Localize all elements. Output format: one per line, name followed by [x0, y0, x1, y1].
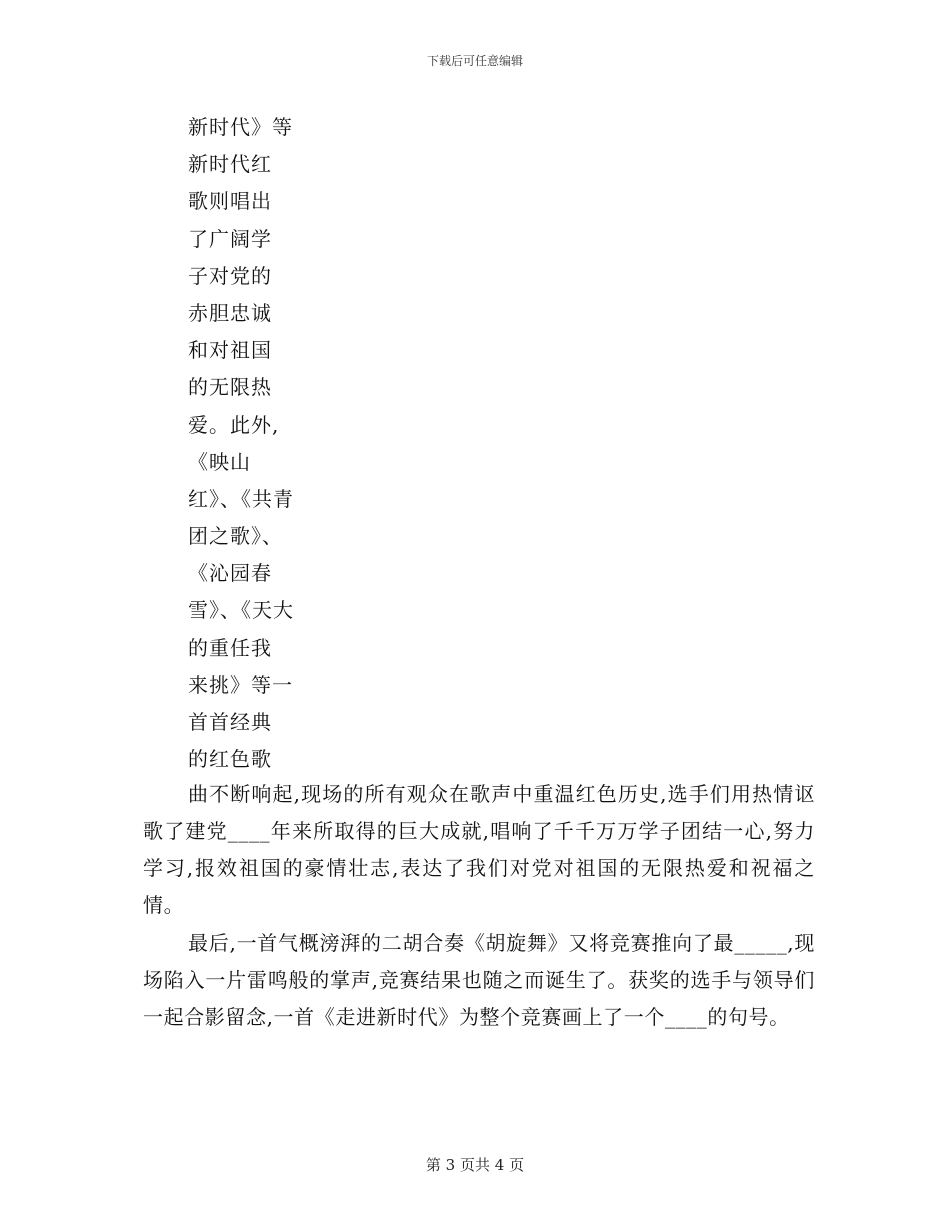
column-line: 来挑》等一 — [188, 672, 293, 697]
page-number: 第 3 页共 4 页 — [425, 1156, 525, 1174]
column-line: 红》、《共青 — [188, 486, 294, 511]
column-line: 雪》、《天大 — [188, 598, 294, 623]
column-line: 的红色歌 — [188, 747, 272, 772]
column-line: 首首经典 — [188, 710, 272, 734]
column-line: 团之歌》、 — [188, 524, 283, 549]
column-line: 歌则唱出 — [188, 189, 272, 214]
column-line: 爱。此外, — [188, 412, 280, 437]
column-line: 的重任我 — [188, 635, 272, 660]
column-line: 了广阔学 — [188, 226, 272, 251]
column-line: 新时代》等 — [188, 115, 293, 139]
column-line: 《沁园春 — [188, 561, 272, 586]
column-line: 和对祖国 — [188, 338, 272, 363]
narrow-text-column — [188, 109, 388, 778]
page-header: 下载后可任意编辑 — [426, 54, 523, 68]
column-line: 的无限热 — [188, 375, 272, 400]
column-line: 赤胆忠诚 — [188, 300, 272, 325]
column-line: 《映山 — [188, 449, 251, 474]
column-line: 新时代红 — [188, 152, 272, 177]
body-paragraph: 最后,一首气概滂湃的二胡合奏《胡旋舞》又将竞赛推向了最_____,现场陷入一片雷鸣般的掌声,竞赛结果也随之而诞生了。获奖的选手与领导们一起合影留念,一首《走进新时代》为整个竞赛画上了一个____的句号。 — [143, 931, 815, 1029]
body-paragraph: 曲不断响起,现场的所有观众在歌声中重温红色历史,选手们用热情讴歌了建党____年来所取得的巨大成就,唱响了千千万万学子团结一心,努力学习,报效祖国的豪情壮志,表达了我们对党对祖国的无限热爱和祝福之情。 — [143, 782, 815, 917]
column-line: 子对党的 — [188, 263, 272, 288]
